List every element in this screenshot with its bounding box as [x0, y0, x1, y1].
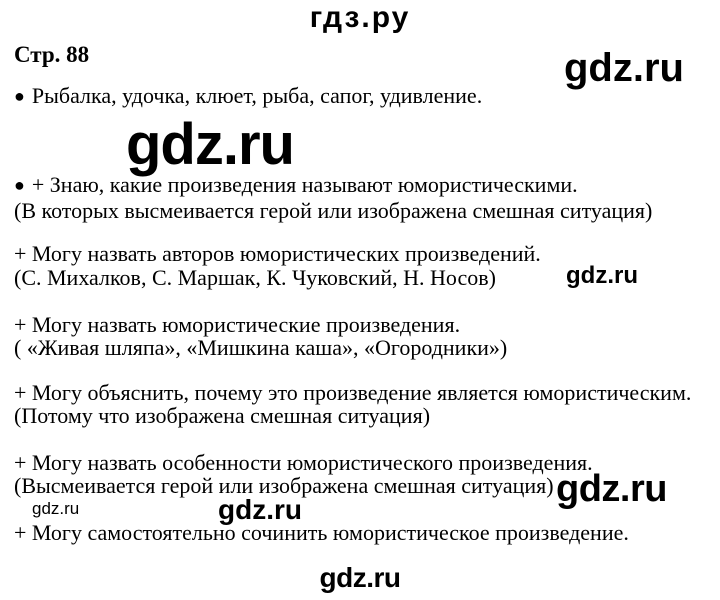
text-line-explain: + Могу объяснить, почему это произведение является юмористическим. — [14, 380, 692, 405]
text-line-label: + Знаю, какие произведения называют юмористическими. — [31, 172, 578, 197]
watermark-middle-large: gdz.ru — [126, 112, 294, 177]
watermark-top-right: gdz.ru — [564, 46, 684, 90]
text-line-features: + Могу назвать особенности юмористического произведения. — [14, 450, 593, 475]
watermark-features-right: gdz.ru — [556, 468, 667, 510]
text-line-authors: + Могу назвать авторов юмористических произведений. — [14, 241, 541, 266]
watermark-bottom-small-left: gdz.ru — [32, 499, 80, 518]
bullet-marker: ● — [14, 175, 25, 195]
text-line-explain-answer: (Потому что изображена смешная ситуация) — [14, 403, 431, 428]
text-line-know-answer: (В которых высмеивается герой или изображена смешная ситуация) — [14, 198, 653, 223]
text-line-know — [14, 173, 578, 197]
text-line-keywords — [14, 84, 482, 108]
text-line-works: + Могу назвать юмористические произведения. — [14, 312, 461, 337]
watermark-top-center: гдз.ру — [309, 1, 411, 34]
text-line-authors-answer: (С. Михалков, С. Маршак, К. Чуковский, Н. Носов) — [14, 265, 496, 290]
text-line-label: Рыбалка, удочка, клюет, рыба, сапог, удивление. — [31, 83, 483, 108]
text-line-compose: + Могу самостоятельно сочинить юмористическое произведение. — [14, 520, 629, 545]
page-title: Стр. 88 — [14, 42, 90, 67]
text-line-features-answer: (Высмеивается герой или изображена смешная ситуация) — [14, 473, 554, 498]
watermark-bottom-center: gdz.ru — [319, 562, 401, 593]
watermark-authors-right: gdz.ru — [566, 262, 638, 289]
watermark-bottom-middle: gdz.ru — [218, 494, 302, 525]
bullet-marker: ● — [14, 86, 25, 106]
text-line-works-answer: ( «Живая шляпа», «Мишкина каша», «Огородники») — [14, 335, 508, 360]
